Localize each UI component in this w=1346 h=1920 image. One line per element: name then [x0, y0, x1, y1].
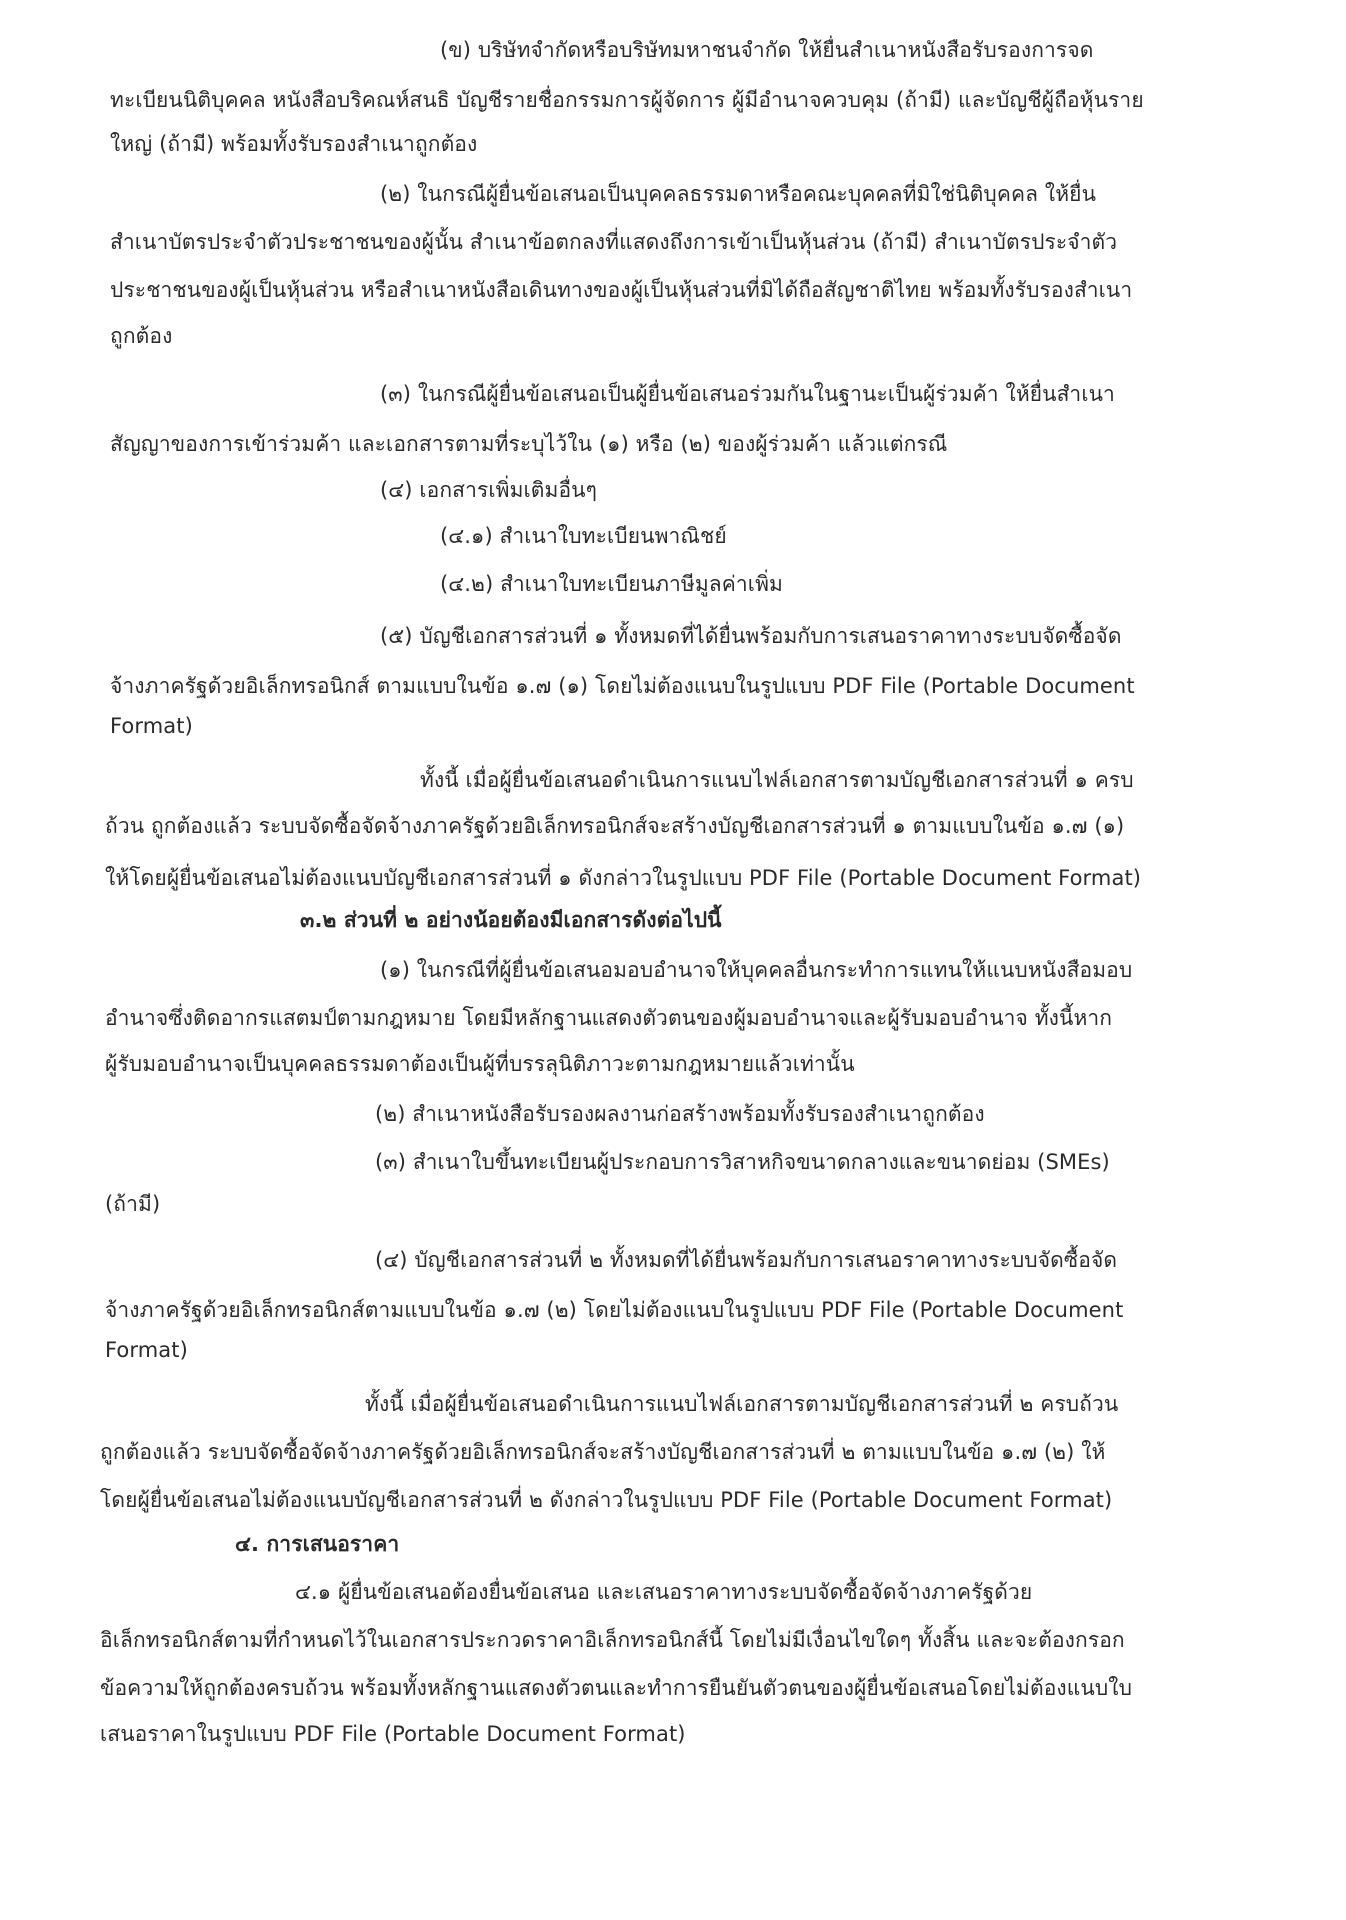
text-line: ๔.๑ ผู้ยื่นข้อเสนอต้องยื่นข้อเสนอ และเสนอราคาทางระบบจัดซื้อจัดจ้างภาครัฐด้วย [295, 1580, 1033, 1604]
text-line: (๕) บัญชีเอกสารส่วนที่ ๑ ทั้งหมดที่ได้ยื่นพร้อมกับการเสนอราคาทางระบบจัดซื้อจัด [380, 624, 1122, 648]
section-heading: ๓.๒ ส่วนที่ ๒ อย่างน้อยต้องมีเอกสารดังต่อไปนี้ [300, 908, 722, 932]
text-line: สำเนาบัตรประจำตัวประชาชนของผู้นั้น สำเนาข้อตกลงที่แสดงถึงการเข้าเป็นหุ้นส่วน (ถ้ามี) สำเนาบัตรประจำตัว [110, 230, 1118, 254]
text-line: ทั้งนี้ เมื่อผู้ยื่นข้อเสนอดำเนินการแนบไฟล์เอกสารตามบัญชีเอกสารส่วนที่ ๒ ครบถ้วน [365, 1392, 1119, 1416]
text-line: ทั้งนี้ เมื่อผู้ยื่นข้อเสนอดำเนินการแนบไฟล์เอกสารตามบัญชีเอกสารส่วนที่ ๑ ครบ [420, 768, 1134, 792]
text-line: ถ้วน ถูกต้องแล้ว ระบบจัดซื้อจัดจ้างภาครัฐด้วยอิเล็กทรอนิกส์จะสร้างบัญชีเอกสารส่วนที่ ๑ ตามแบบในข้อ ๑.๗ (๑) [105, 814, 1125, 838]
text-line: ถูกต้อง [110, 324, 173, 348]
text-line: เสนอราคาในรูปแบบ PDF File (Portable Document Format) [100, 1722, 686, 1746]
text-line: (๑) ในกรณีที่ผู้ยื่นข้อเสนอมอบอำนาจให้บุคคลอื่นกระทำการแทนให้แนบหนังสือมอบ [380, 958, 1133, 982]
text-line: (ถ้ามี) [105, 1192, 161, 1216]
text-line: Format) [105, 1338, 188, 1362]
text-line: (๓) สำเนาใบขึ้นทะเบียนผู้ประกอบการวิสาหกิจขนาดกลางและขนาดย่อม (SMEs) [375, 1150, 1110, 1174]
text-line: (๒) สำเนาหนังสือรับรองผลงานก่อสร้างพร้อมทั้งรับรองสำเนาถูกต้อง [375, 1102, 985, 1126]
text-line: (ข) บริษัทจำกัดหรือบริษัทมหาชนจำกัด ให้ยื่นสำเนาหนังสือรับรองการจด [440, 38, 1094, 62]
text-line: Format) [110, 714, 193, 738]
text-line: อิเล็กทรอนิกส์ตามที่กำหนดไว้ในเอกสารประกวดราคาอิเล็กทรอนิกส์นี้ โดยไม่มีเงื่อนไขใดๆ ทั้งสิ้น และจะต้องกรอก [100, 1628, 1125, 1652]
text-line: ถูกต้องแล้ว ระบบจัดซื้อจัดจ้างภาครัฐด้วยอิเล็กทรอนิกส์จะสร้างบัญชีเอกสารส่วนที่ ๒ ตามแบบในข้อ ๑.๗ (๒) ให้ [100, 1440, 1106, 1464]
text-line: โดยผู้ยื่นข้อเสนอไม่ต้องแนบบัญชีเอกสารส่วนที่ ๒ ดังกล่าวในรูปแบบ PDF File (Portable Document Format) [100, 1488, 1113, 1512]
section-heading: ๔. การเสนอราคา [235, 1532, 400, 1556]
text-line: ใหญ่ (ถ้ามี) พร้อมทั้งรับรองสำเนาถูกต้อง [110, 132, 478, 156]
text-line: (๔.๒) สำเนาใบทะเบียนภาษีมูลค่าเพิ่ม [440, 572, 783, 596]
text-line: (๒) ในกรณีผู้ยื่นข้อเสนอเป็นบุคคลธรรมดาหรือคณะบุคคลที่มิใช่นิติบุคคล ให้ยื่น [380, 182, 1097, 206]
text-line: ผู้รับมอบอำนาจเป็นบุคคลธรรมดาต้องเป็นผู้ที่บรรลุนิติภาวะตามกฎหมายแล้วเท่านั้น [105, 1052, 855, 1076]
text-line: ข้อความให้ถูกต้องครบถ้วน พร้อมทั้งหลักฐานแสดงตัวตนและทำการยืนยันตัวตนของผู้ยื่นข้อเสนอโดยไม่ต้องแนบใบ [100, 1676, 1133, 1700]
text-line: ประชาชนของผู้เป็นหุ้นส่วน หรือสำเนาหนังสือเดินทางของผู้เป็นหุ้นส่วนที่มิได้ถือสัญชาติไทย พร้อมทั้งรับรองสำเนา [110, 278, 1133, 302]
text-line: (๔) บัญชีเอกสารส่วนที่ ๒ ทั้งหมดที่ได้ยื่นพร้อมกับการเสนอราคาทางระบบจัดซื้อจัด [375, 1248, 1118, 1272]
text-line: อำนาจซึ่งติดอากรแสตมป์ตามกฎหมาย โดยมีหลักฐานแสดงตัวตนของผู้มอบอำนาจและผู้รับมอบอำนาจ ทั้งนี้หาก [105, 1006, 1113, 1030]
text-line: ทะเบียนนิติบุคคล หนังสือบริคณห์สนธิ บัญชีรายชื่อกรรมการผู้จัดการ ผู้มีอำนาจควบคุม (ถ้ามี) และบัญชีผู้ถือหุ้นราย [110, 88, 1144, 112]
text-line: (๓) ในกรณีผู้ยื่นข้อเสนอเป็นผู้ยื่นข้อเสนอร่วมกันในฐานะเป็นผู้ร่วมค้า ให้ยื่นสำเนา [380, 382, 1115, 406]
text-line: จ้างภาครัฐด้วยอิเล็กทรอนิกส์ตามแบบในข้อ ๑.๗ (๒) โดยไม่ต้องแนบในรูปแบบ PDF File (Portable Document [105, 1298, 1124, 1322]
text-line: สัญญาของการเข้าร่วมค้า และเอกสารตามที่ระบุไว้ใน (๑) หรือ (๒) ของผู้ร่วมค้า แล้วแต่กรณี [110, 432, 948, 456]
text-line: (๔.๑) สำเนาใบทะเบียนพาณิชย์ [440, 524, 727, 548]
text-line: ให้โดยผู้ยื่นข้อเสนอไม่ต้องแนบบัญชีเอกสารส่วนที่ ๑ ดังกล่าวในรูปแบบ PDF File (Portable Document Format) [105, 866, 1142, 890]
text-line: (๔) เอกสารเพิ่มเติมอื่นๆ [380, 478, 598, 502]
text-line: จ้างภาครัฐด้วยอิเล็กทรอนิกส์ ตามแบบในข้อ ๑.๗ (๑) โดยไม่ต้องแนบในรูปแบบ PDF File (Portable Document [110, 674, 1135, 698]
